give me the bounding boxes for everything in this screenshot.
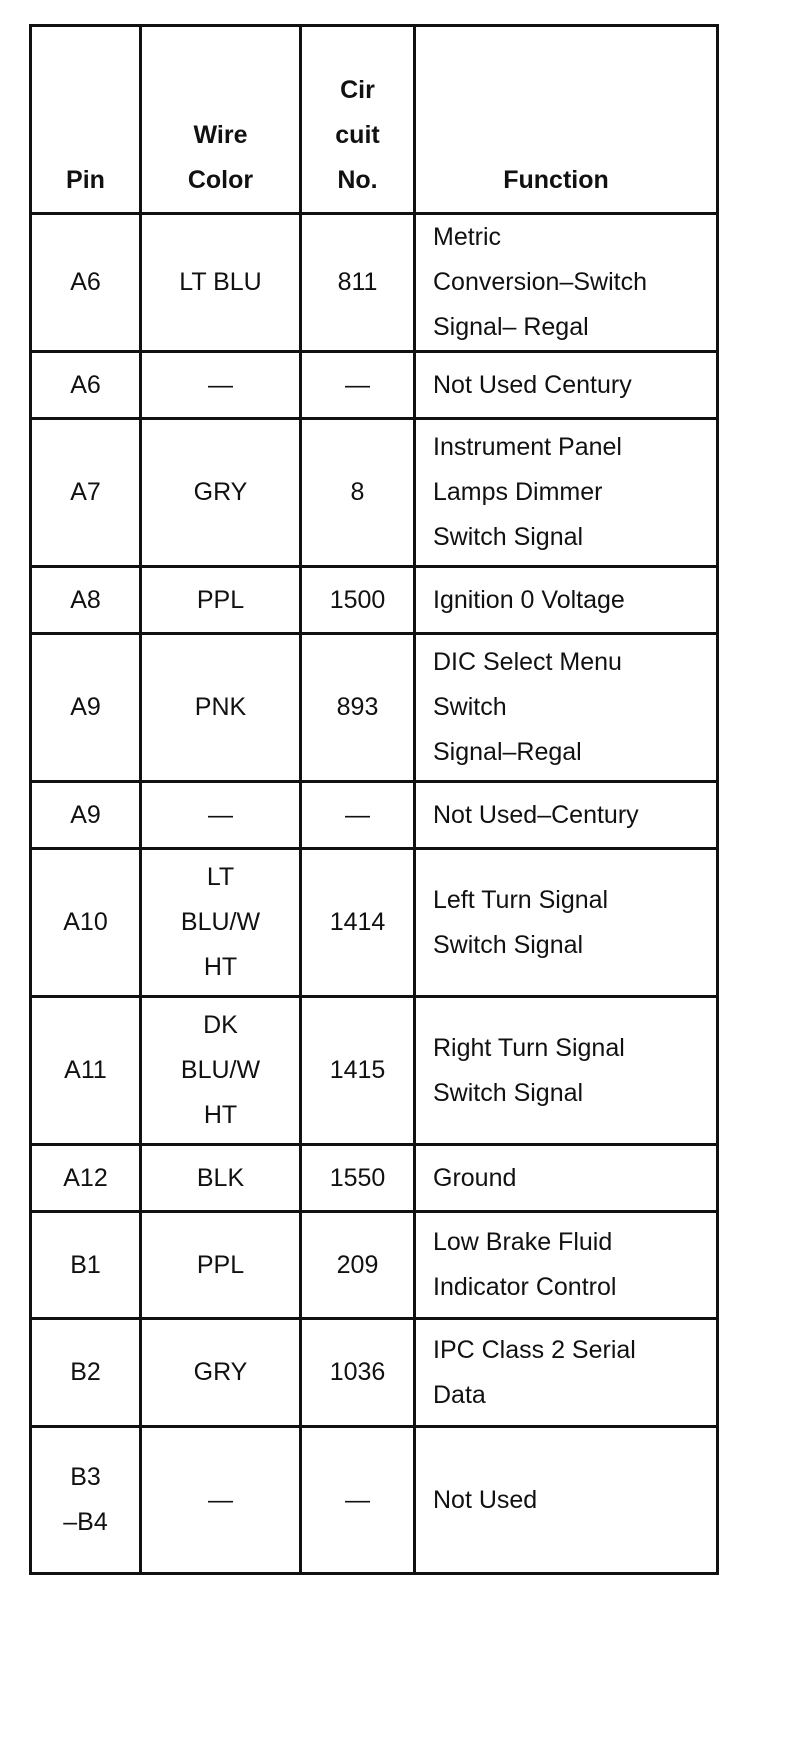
- wire-color-cell: [141, 1427, 301, 1574]
- function-cell-line: Indicator Control: [433, 1273, 617, 1301]
- pin-cell: [31, 567, 141, 634]
- circuit-no-cell: [301, 782, 415, 849]
- function-cell-line: IPC Class 2 Serial: [433, 1335, 636, 1364]
- function-cell: [415, 1145, 718, 1212]
- table-row: [31, 1212, 718, 1319]
- header-circuit-no: [301, 26, 415, 214]
- table-row: [31, 1427, 718, 1574]
- wire-color-cell-line: HT: [203, 953, 238, 981]
- function-cell-line: Low Brake Fluid: [433, 1228, 613, 1256]
- circuit-no-cell: [301, 567, 415, 634]
- wire-color-cell: [141, 214, 301, 352]
- function-cell: [415, 1427, 718, 1574]
- wire-color-cell: [141, 634, 301, 782]
- pin-cell: [31, 997, 141, 1145]
- wire-color-cell: [141, 782, 301, 849]
- function-cell-line: Ground: [433, 1163, 517, 1192]
- wire-color-cell-line: DK: [203, 1011, 238, 1039]
- wire-color-cell: [141, 352, 301, 419]
- pin-cell-line: B1: [70, 1250, 101, 1279]
- table-row: [31, 634, 718, 782]
- circuit-no-cell: [301, 1319, 415, 1427]
- function-cell: [415, 1212, 718, 1319]
- wire-color-cell-line: BLU/W: [180, 908, 261, 936]
- wire-color-cell: [141, 419, 301, 567]
- table-row: [31, 214, 718, 352]
- wire-color-cell-line: —: [208, 370, 233, 399]
- function-cell-line: Lamps Dimmer: [433, 478, 603, 506]
- circuit-no-cell-line: 1550: [329, 1163, 386, 1192]
- function-cell-line: Switch: [433, 693, 507, 721]
- circuit-no-cell: [301, 419, 415, 567]
- table-body: [31, 214, 718, 1574]
- function-cell-line: Ignition 0 Voltage: [433, 585, 625, 614]
- header-function: [415, 26, 718, 214]
- pin-cell-line: A11: [64, 1056, 107, 1084]
- circuit-no-cell-line: 1414: [329, 908, 386, 936]
- circuit-no-cell-line: 1415: [329, 1056, 386, 1084]
- table-row: [31, 419, 718, 567]
- circuit-no-cell: [301, 1212, 415, 1319]
- circuit-no-cell: [301, 1427, 415, 1574]
- circuit-no-cell: [301, 352, 415, 419]
- pin-cell: [31, 352, 141, 419]
- circuit-no-cell-line: 893: [336, 693, 379, 721]
- wire-color-cell-line: GRY: [193, 1358, 248, 1386]
- pin-cell: [31, 782, 141, 849]
- circuit-no-cell: [301, 997, 415, 1145]
- function-cell: [415, 782, 718, 849]
- function-cell-line: Not Used Century: [433, 370, 632, 399]
- pin-cell-line: A9: [70, 800, 101, 829]
- table-row: [31, 1145, 718, 1212]
- function-cell-line: DIC Select Menu: [433, 648, 622, 676]
- header-circuit-no-line: cuit: [335, 121, 380, 149]
- function-cell-line: Instrument Panel: [433, 433, 622, 461]
- wire-color-cell-line: PPL: [196, 1250, 245, 1279]
- wire-color-cell-line: LT BLU: [179, 268, 262, 296]
- header-wire-color-line: Wire: [193, 121, 248, 149]
- function-cell-line: Switch Signal: [433, 930, 584, 959]
- pin-cell: [31, 1145, 141, 1212]
- circuit-no-cell-line: —: [345, 1485, 370, 1514]
- function-cell: [415, 214, 718, 352]
- circuit-no-cell: [301, 849, 415, 997]
- circuit-no-cell-line: 8: [350, 478, 365, 506]
- function-cell-line: Right Turn Signal: [433, 1033, 625, 1062]
- wire-color-cell-line: PPL: [196, 585, 245, 614]
- function-cell-line: Metric: [433, 223, 502, 251]
- wire-color-cell-line: —: [208, 800, 233, 829]
- table-row: [31, 1319, 718, 1427]
- header-pin-line: Pin: [66, 166, 105, 194]
- header-wire-color: [141, 26, 301, 214]
- pin-cell-line: B2: [70, 1358, 101, 1386]
- pin-cell-line: A12: [63, 1163, 108, 1192]
- circuit-no-cell-line: 1500: [329, 585, 386, 614]
- function-cell-line: Data: [433, 1380, 486, 1409]
- header-pin: [31, 26, 141, 214]
- wire-color-cell: [141, 1319, 301, 1427]
- function-cell-line: Not Used: [433, 1485, 538, 1514]
- function-cell: [415, 1319, 718, 1427]
- pin-cell: [31, 1427, 141, 1574]
- function-cell: [415, 419, 718, 567]
- wire-color-cell: [141, 1212, 301, 1319]
- circuit-no-cell: [301, 1145, 415, 1212]
- table-row: [31, 352, 718, 419]
- function-cell-line: Not Used–Century: [433, 800, 639, 829]
- function-cell-line: Conversion–Switch: [433, 268, 647, 296]
- wire-color-cell-line: LT: [206, 863, 235, 891]
- pin-cell: [31, 214, 141, 352]
- wire-color-cell-line: HT: [203, 1101, 238, 1129]
- function-cell: [415, 567, 718, 634]
- header-function-line: Function: [503, 166, 609, 194]
- circuit-no-cell-line: —: [345, 370, 370, 399]
- header-circuit-no-line: No.: [337, 166, 378, 194]
- pin-cell-line: A8: [70, 585, 101, 614]
- wire-color-cell: [141, 567, 301, 634]
- pin-cell-line: A6: [70, 370, 101, 399]
- function-cell-line: Signal–Regal: [433, 738, 582, 766]
- function-cell-line: Signal– Regal: [433, 313, 589, 341]
- wire-color-cell-line: BLU/W: [180, 1056, 261, 1084]
- circuit-no-cell: [301, 214, 415, 352]
- pin-cell: [31, 849, 141, 997]
- wire-color-cell: [141, 1145, 301, 1212]
- pin-cell-line: A9: [70, 693, 101, 721]
- wire-color-cell: [141, 849, 301, 997]
- header-wire-color-line: Color: [187, 166, 254, 194]
- pin-cell: [31, 634, 141, 782]
- table-row: [31, 997, 718, 1145]
- pin-cell-line: A10: [63, 908, 108, 936]
- pin-cell: [31, 419, 141, 567]
- wire-color-cell-line: PNK: [194, 693, 247, 721]
- circuit-no-cell-line: 811: [337, 268, 378, 296]
- table-row: [31, 849, 718, 997]
- function-cell: [415, 352, 718, 419]
- circuit-no-cell-line: —: [345, 800, 370, 829]
- circuit-no-cell-line: 1036: [329, 1358, 386, 1386]
- function-cell-line: Switch Signal: [433, 523, 584, 551]
- function-cell-line: Switch Signal: [433, 1078, 584, 1107]
- function-cell: [415, 997, 718, 1145]
- pin-cell-line: B3: [70, 1463, 101, 1491]
- function-cell: [415, 634, 718, 782]
- header-circuit-no-line: Cir: [340, 76, 375, 104]
- function-cell-line: Left Turn Signal: [433, 885, 609, 914]
- wire-color-cell-line: —: [208, 1485, 233, 1514]
- pin-cell: [31, 1212, 141, 1319]
- pin-assignment-table: [29, 24, 719, 1575]
- wire-color-cell-line: GRY: [193, 478, 248, 506]
- table-header-row: [31, 26, 718, 214]
- function-cell: [415, 849, 718, 997]
- pin-cell: [31, 1319, 141, 1427]
- pin-cell-line: –B4: [63, 1508, 108, 1536]
- table-row: [31, 782, 718, 849]
- pin-cell-line: A6: [70, 268, 101, 296]
- circuit-no-cell: [301, 634, 415, 782]
- pin-cell-line: A7: [70, 478, 101, 506]
- wire-color-cell: [141, 997, 301, 1145]
- table-row: [31, 567, 718, 634]
- circuit-no-cell-line: 209: [336, 1250, 379, 1279]
- wire-color-cell-line: BLK: [196, 1163, 245, 1192]
